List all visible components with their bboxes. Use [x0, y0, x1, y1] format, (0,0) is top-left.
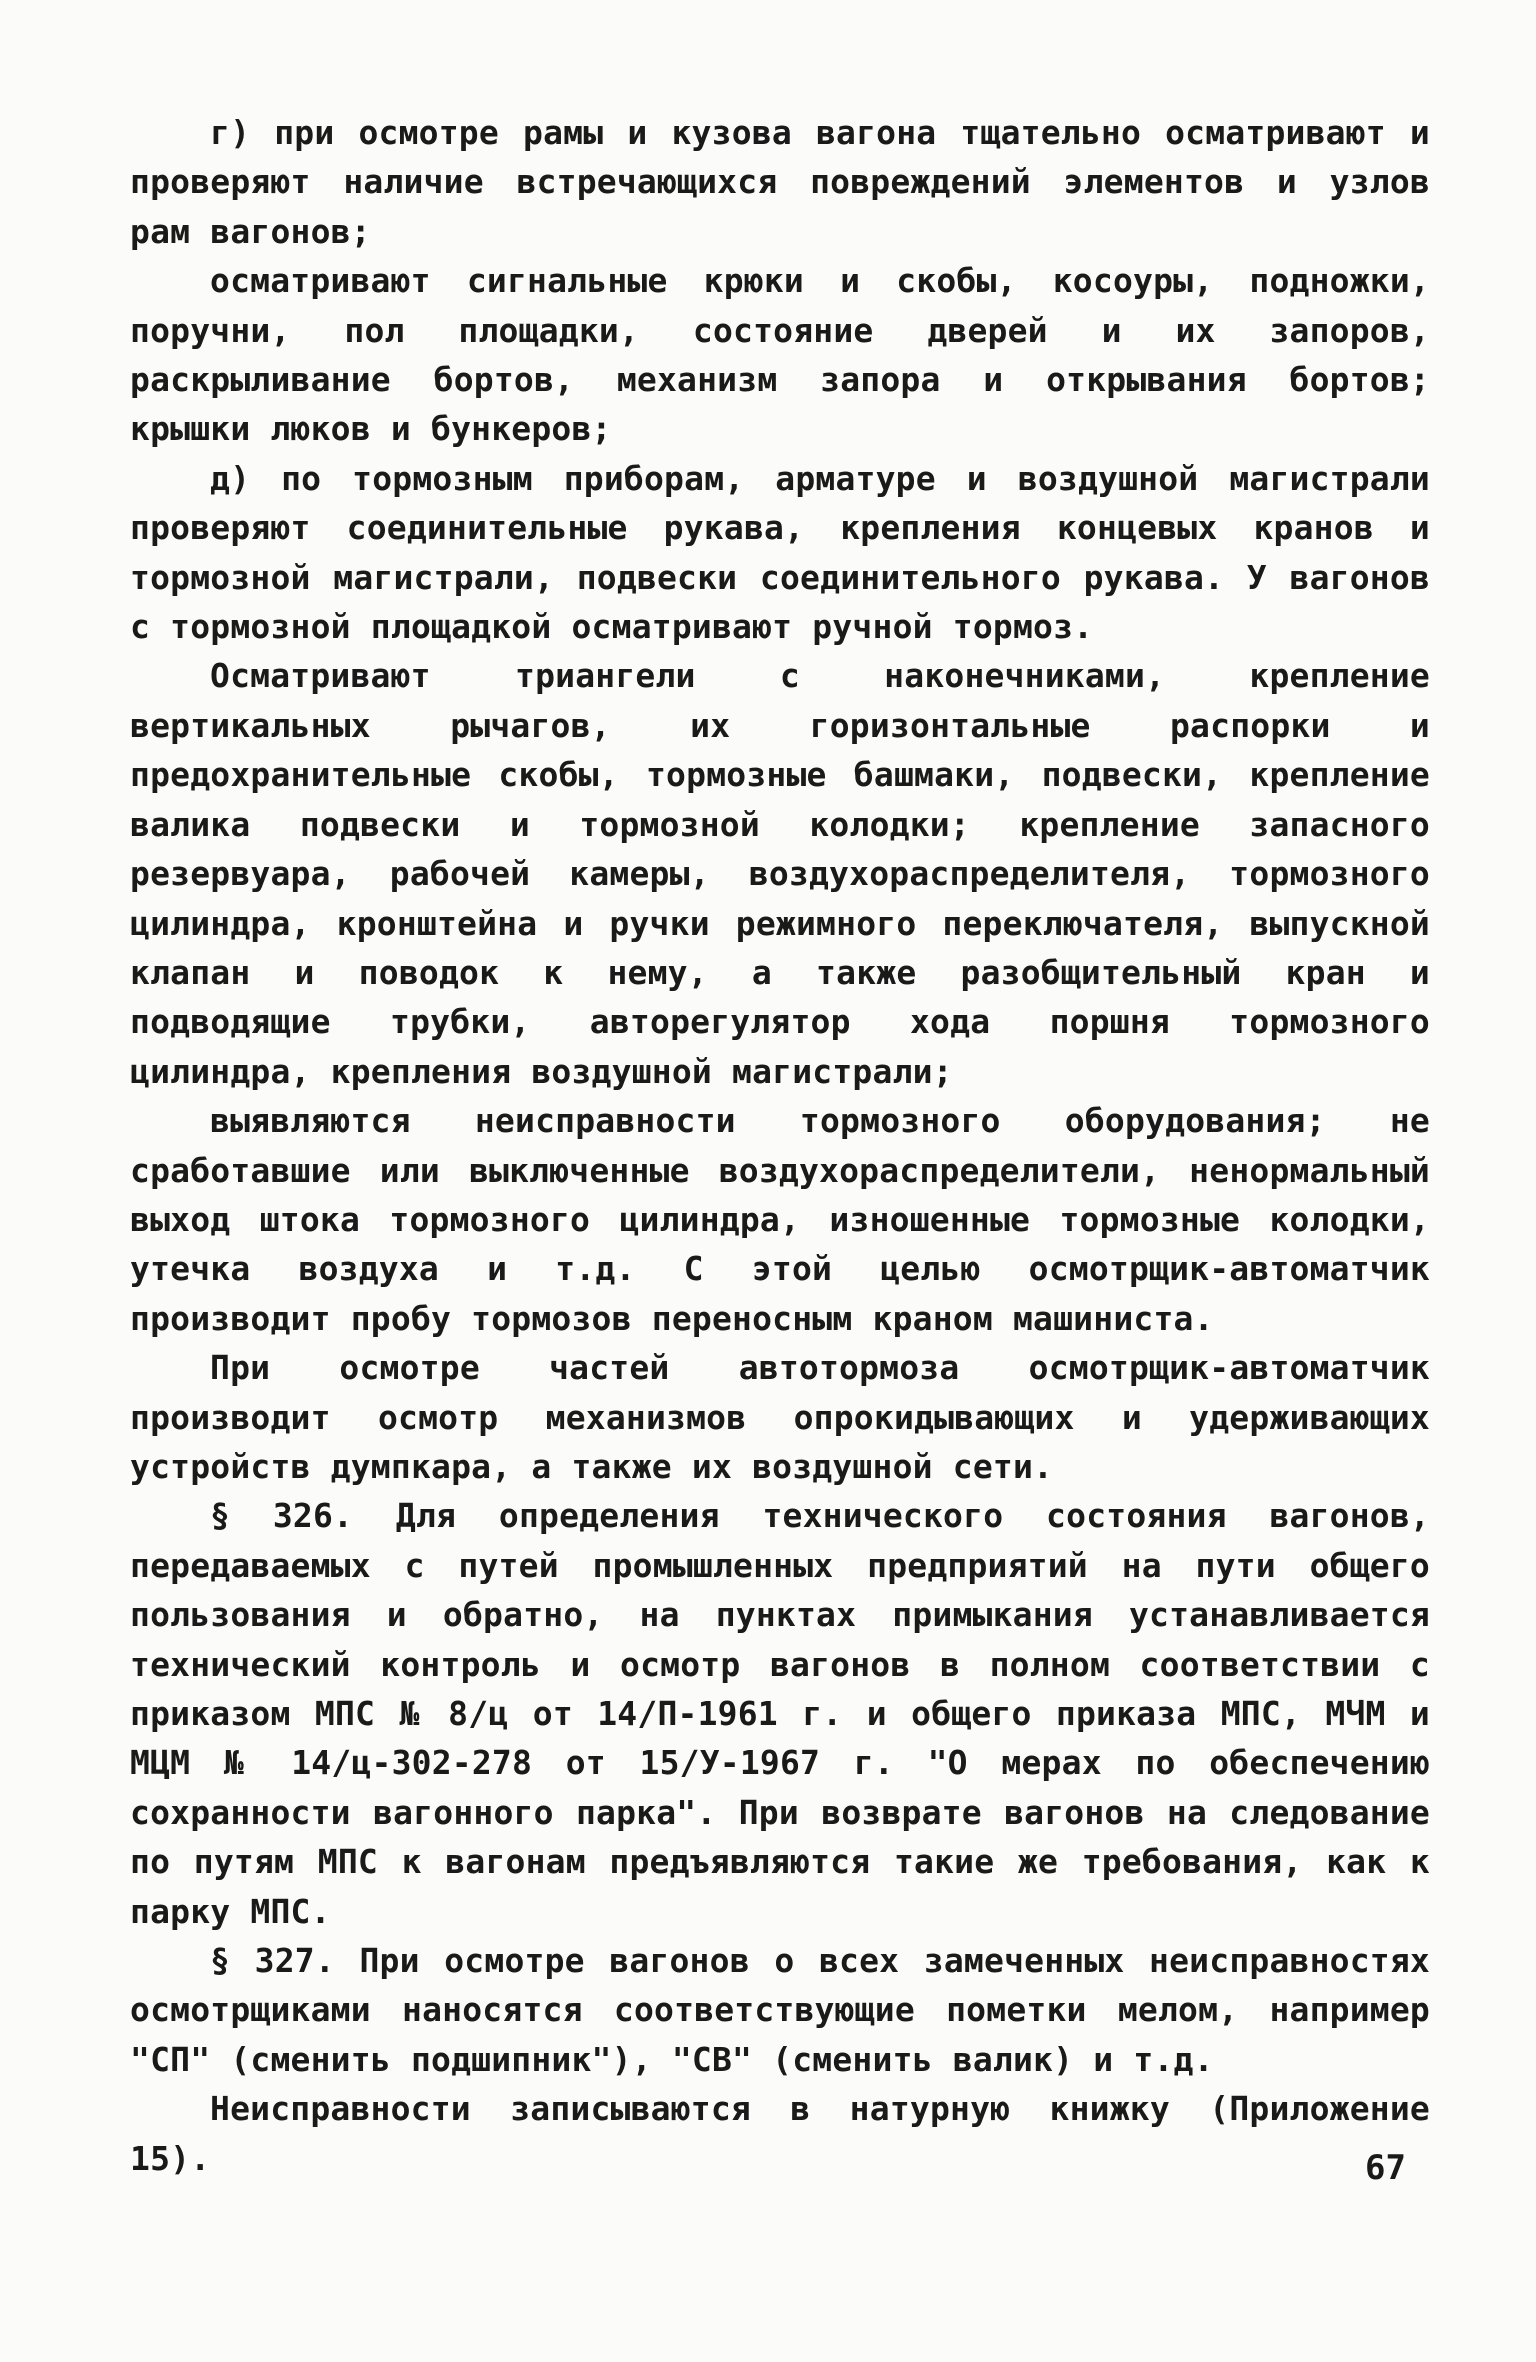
paragraph-frame-details: осматривают сигнальные крюки и скобы, косоуры, подножки, поручни, пол площадки, состояние дверей и их запоров, раскрыливание бортов, механизм запора и открывания бортов; крышки люков и бункеров; — [130, 261, 1430, 449]
paragraph-faults-record: Неисправности записываются в натурную книжку (Приложение 15). — [130, 2089, 1430, 2178]
paragraph-frame-inspection: г) при осмотре рамы и кузова вагона тщательно осматривают и проверяют наличие встречающихся повреждений элементов и узлов рам вагонов; — [130, 113, 1430, 251]
paragraph-section-327: § 327. При осмотре вагонов о всех замеченных неисправностях осмотрщиками наносятся соответствующие пометки мелом, например "СП" (сменить подшипник"), "СВ" (сменить валик) и т.д. — [130, 1941, 1430, 2079]
paragraph-brake-devices: д) по тормозным приборам, арматуре и воздушной магистрали проверяют соединительные рукава, крепления концевых кранов и тормозной магистрали, подвески соединительного рукава. У вагонов с тормозной площадкой осматривают ручной тормоз. — [130, 458, 1430, 647]
document-body — [130, 108, 1430, 2183]
paragraph-section-326: § 326. Для определения технического состояния вагонов, передаваемых с путей промышленных предприятий на пути общего пользования и обратно, на пунктах примыкания устанавливается технический контроль и осмотр вагонов в полном соответствии с приказом МПС № 8/ц от 14/П-1961 г. и общего приказа МПС, МЧМ и МЦМ № 14/ц-302-278 от 15/У-1967 г. "О мерах по обеспечению сохранности вагонного парка". При возврате вагонов на следование по путям МПС к вагонам предъявляются такие же требования, как к парку МПС. — [130, 1496, 1430, 1931]
page-number: 67 — [1365, 2148, 1406, 2188]
paragraph-brake-rigging: Осматривают триангели с наконечниками, крепление вертикальных рычагов, их горизонтальные распорки и предохранительные скобы, тормозные башмаки, подвески, крепление валика подвески и тормозной колодки; крепление запасного резервуара, рабочей камеры, воздухораспределителя, тормозного цилиндра, кронштейна и ручки режимного переключателя, выпускной клапан и поводок к нему, а также разобщительный кран и подводящие трубки, авторегулятор хода поршня тормозного цилиндра, крепления воздушной магистрали; — [130, 656, 1430, 1091]
paragraph-autobrake-parts: При осмотре частей автотормоза осмотрщик-автоматчик производит осмотр механизмов опрокидывающих и удерживающих устройств думпкара, а также их воздушной сети. — [130, 1348, 1430, 1486]
paragraph-brake-faults: выявляются неисправности тормозного оборудования; не сработавшие или выключенные воздухораспределители, ненормальный выход штока тормозного цилиндра, изношенные тормозные колодки, утечка воздуха и т.д. С этой целью осмотрщик-автоматчик производит пробу тормозов переносным краном машиниста. — [130, 1101, 1430, 1338]
